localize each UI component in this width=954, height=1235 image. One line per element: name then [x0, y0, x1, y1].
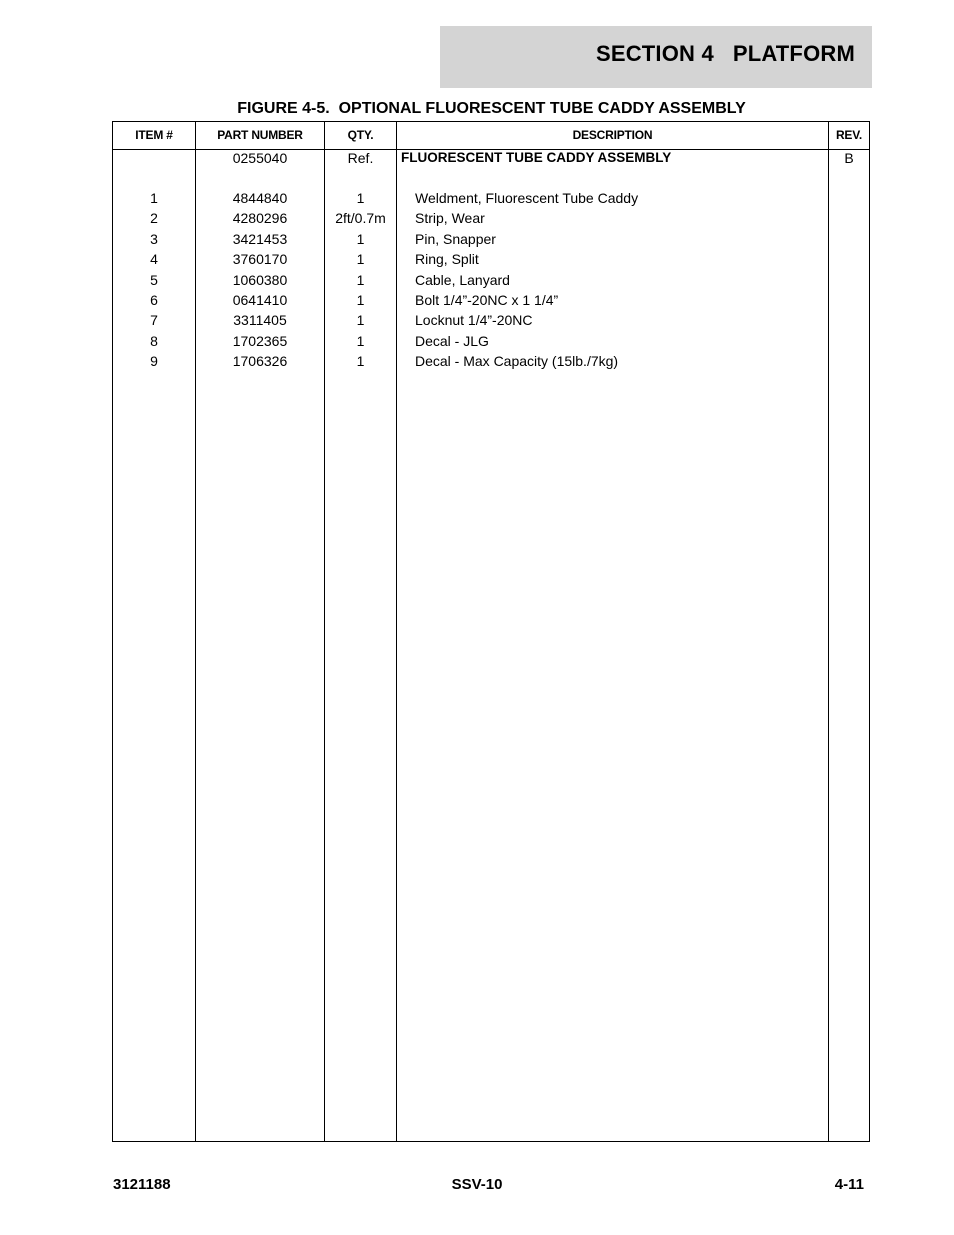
- quantity: 1: [356, 332, 365, 349]
- quantity: 1: [356, 230, 365, 247]
- table-row: [113, 208, 869, 228]
- column-header-part-number: PART NUMBER: [217, 128, 303, 142]
- part-number: 4280296: [232, 210, 288, 227]
- table-row: [113, 310, 869, 330]
- section-banner: [440, 26, 872, 88]
- table-row: [113, 249, 869, 269]
- description: FLUORESCENT TUBE CADDY ASSEMBLY: [401, 150, 672, 165]
- part-number: 4844840: [232, 190, 288, 206]
- item-number: 5: [150, 271, 158, 288]
- description: Cable, Lanyard: [415, 271, 510, 288]
- description: Ring, Split: [415, 251, 479, 268]
- footer-page-number: 4-11: [834, 1176, 864, 1193]
- table-row: [113, 290, 869, 310]
- part-number: 3311405: [233, 312, 287, 329]
- assembly-row: [113, 148, 869, 168]
- table-row: [113, 331, 869, 351]
- part-number: 1706326: [232, 353, 288, 370]
- description: Decal - JLG: [415, 332, 489, 349]
- item-number: 6: [150, 292, 158, 308]
- part-number: 0255040: [232, 150, 288, 166]
- column-header-rev: REV.: [835, 128, 863, 142]
- description: Strip, Wear: [415, 210, 485, 227]
- part-number: 1060380: [232, 271, 288, 288]
- part-number: 1702365: [232, 332, 288, 349]
- quantity: 1: [356, 312, 365, 329]
- quantity: 2ft/0.7m: [335, 210, 386, 227]
- item-number: 3: [150, 230, 158, 247]
- item-number: 9: [150, 353, 158, 370]
- footer-doc-number: 3121188: [113, 1176, 171, 1193]
- table-row: [113, 351, 869, 371]
- quantity: 1: [356, 271, 365, 288]
- table-row: [113, 229, 869, 249]
- quantity: 1: [356, 190, 365, 206]
- item-number: 1: [150, 190, 158, 206]
- table-row: [113, 188, 869, 208]
- parts-table: [112, 121, 870, 1142]
- column-header-qty: QTY.: [347, 128, 374, 142]
- part-number: 3760170: [232, 251, 288, 268]
- part-number: 3421453: [232, 230, 288, 247]
- section-title: SECTION 4 PLATFORM: [595, 41, 855, 66]
- quantity: 1: [356, 353, 365, 370]
- part-number: 0641410: [232, 292, 288, 308]
- quantity: 1: [356, 292, 365, 308]
- table-row: [113, 270, 869, 290]
- footer-model: SSV-10: [451, 1176, 503, 1193]
- item-number: 8: [150, 332, 158, 349]
- revision: B: [844, 150, 854, 166]
- column-header-description: DESCRIPTION: [572, 128, 653, 142]
- description: Decal - Max Capacity (15lb./7kg): [415, 353, 619, 370]
- item-number: 2: [150, 210, 158, 227]
- quantity: Ref.: [347, 150, 374, 166]
- description: Bolt 1/4”-20NC x 1 1/4”: [415, 292, 559, 308]
- column-header-item: ITEM #: [135, 128, 173, 142]
- description: Weldment, Fluorescent Tube Caddy: [415, 190, 639, 206]
- description: Locknut 1/4”-20NC: [415, 312, 533, 329]
- item-number: 7: [150, 312, 158, 329]
- description: Pin, Snapper: [415, 230, 496, 247]
- item-number: 4: [150, 251, 158, 268]
- figure-title: FIGURE 4-5. OPTIONAL FLUORESCENT TUBE CADDY ASSEMBLY: [237, 100, 746, 117]
- quantity: 1: [356, 251, 365, 268]
